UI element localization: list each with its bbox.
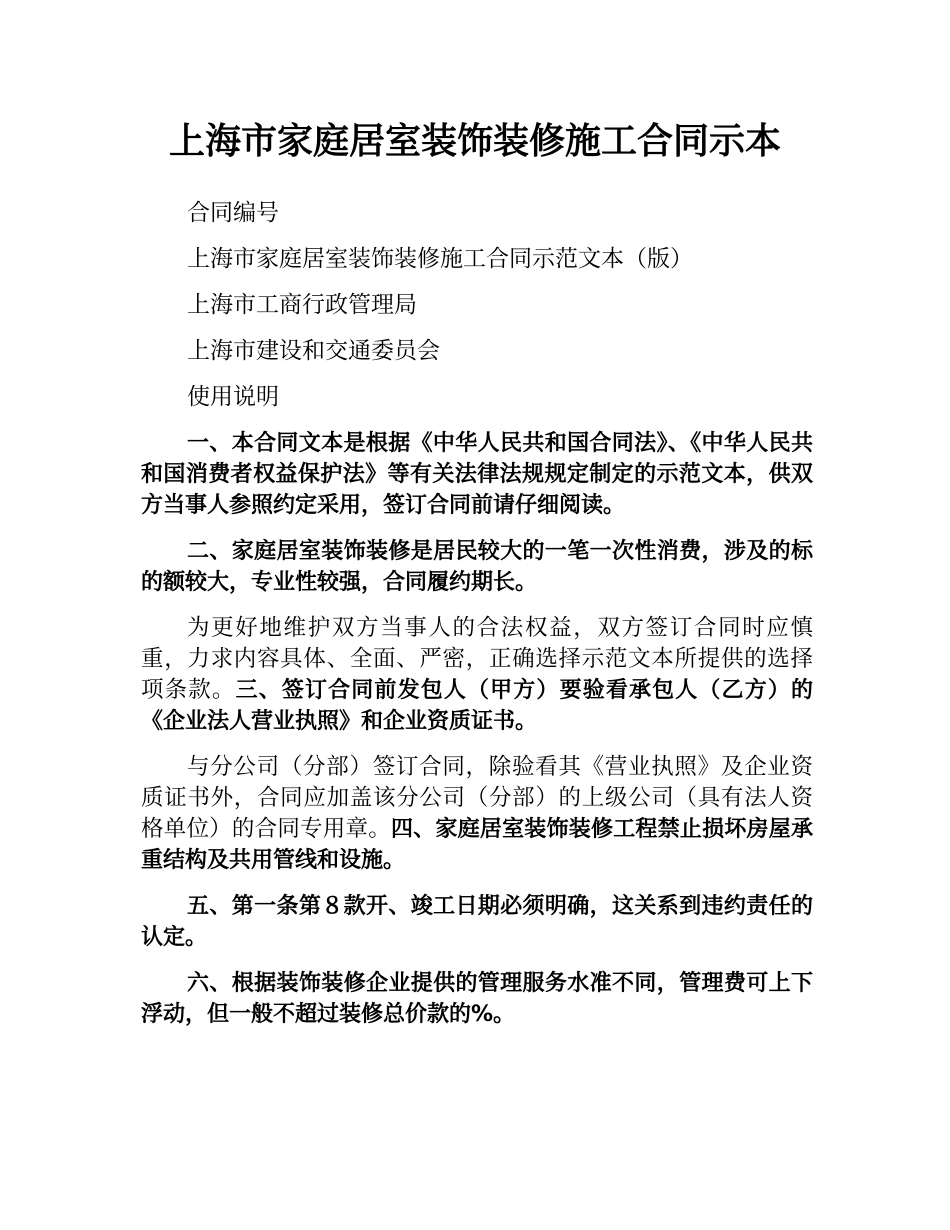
paragraph-4-bold-text: 四、家庭居室装饰装修工程禁止损坏房屋承重结构及共用管线和设施。 [141, 817, 813, 873]
instruction-paragraph-2: 二、家庭居室装饰装修是居民较大的一笔一次性消费，涉及的标的额较大，专业性较强，合同履约期长。 [141, 539, 813, 595]
usage-instructions-heading: 使用说明 [187, 384, 279, 410]
paragraph-3-bold-text: 三、签订合同前发包人（甲方）要验看承包人（乙方）的《企业法人营业执照》和企业资质证书。 [141, 678, 813, 734]
issuer-2: 上海市建设和交通委员会 [187, 338, 440, 364]
paragraph-4-normal-text: 与分公司（分部）签订合同，除验看其《营业执照》及企业资质证书外，合同应加盖该分公司（分部）的上级公司（具有法人资格单位）的合同专用章。 [141, 754, 813, 842]
document-body [141, 198, 813, 1045]
document-title: 上海市家庭居室装饰装修施工合同示本 [168, 121, 781, 162]
instruction-paragraph-1: 一、本合同文本是根据《中华人民共和国合同法》、《中华人民共和国消费者权益保护法》等有关法律法规规定制定的示范文本，供双方当事人参照约定采用，签订合同前请仔细阅读。 [141, 431, 813, 518]
instruction-paragraph-6: 六、根据装饰装修企业提供的管理服务水准不同，管理费可上下浮动，但一般不超过装修总价款的%。 [141, 971, 813, 1027]
issuer-1: 上海市工商行政管理局 [187, 292, 417, 318]
instruction-paragraph-4 [141, 752, 813, 876]
contract-template-name: 上海市家庭居室装饰装修施工合同示范文本（版） [187, 246, 693, 272]
instruction-paragraph-3 [141, 613, 813, 737]
contract-number-label: 合同编号 [187, 200, 279, 226]
instruction-paragraph-5: 五、第一条第８款开、竣工日期必须明确，这关系到违约责任的认定。 [141, 894, 813, 950]
paragraph-3-normal-text: 为更好地维护双方当事人的合法权益，双方签订合同时应慎重，力求内容具体、全面、严密，正确选择示范文本所提供的选择项条款。 [141, 615, 813, 703]
